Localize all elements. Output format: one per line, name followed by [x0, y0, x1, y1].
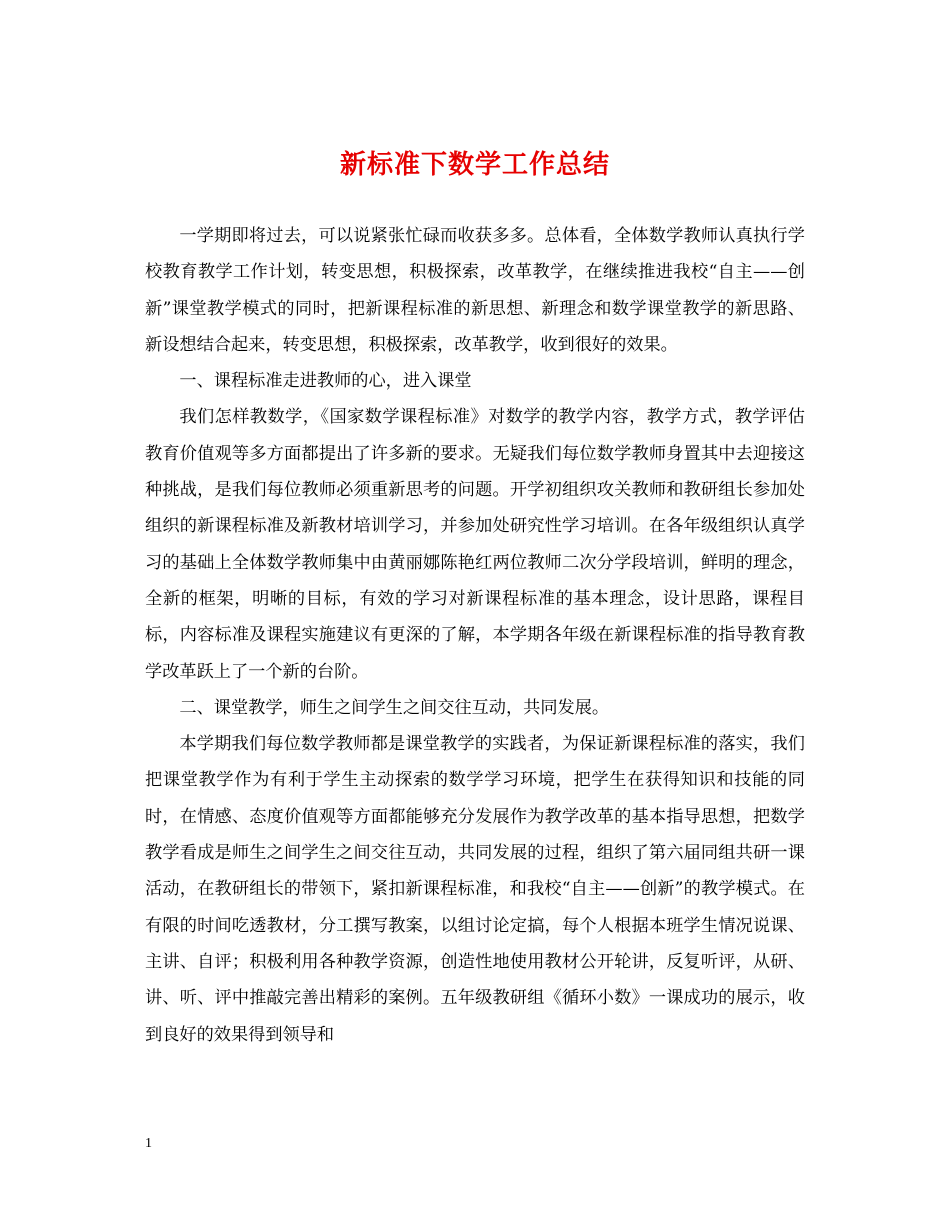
- paragraph-section-2: 本学期我们每位数学教师都是课堂教学的实践者，为保证新课程标准的落实，我们把课堂教学作为有利于学生主动探索的数学学习环境，把学生在获得知识和技能的同时，在情感、态度价值观等方面都能够充分发展作为教学改革的基本指导思想，把数学教学看成是师生之间学生之间交往互动，共同发展的过程，组织了第六届同组共研一课活动，在教研组长的带领下，紧扣新课程标准，和我校“自主——创新”的教学模式。在有限的时间吃透教材，分工撰写教案，以组讨论定搞，每个人根据本班学生情况说课、主讲、自评；积极利用各种教学资源，创造性地使用教材公开轮讲，反复听评，从研、讲、听、评中推敲完善出精彩的案例。五年级教研组《循环小数》一课成功的展示，收到良好的效果得到领导和: [145, 734, 805, 1045]
- section-heading-2: 二、课堂教学，师生之间学生之间交往互动，共同发展。: [179, 697, 610, 718]
- paragraph-intro: 一学期即将过去，可以说紧张忙碌而收获多多。总体看，全体数学教师认真执行学校教育教学工作计划，转变思想，积极探索，改革教学，在继续推进我校“自主——创新”课堂教学模式的同时，把新课程标准的新思想、新理念和数学课堂教学的新思路、新设想结合起来，转变思想，积极探索，改革教学，收到很好的效果。: [145, 226, 805, 355]
- section-heading-1: 一、课程标准走进教师的心，进入课堂: [179, 371, 472, 392]
- paragraph-section-1: 我们怎样教数学，《国家数学课程标准》对数学的教学内容，教学方式，教学评估教育价值观等多方面都提出了许多新的要求。无疑我们每位数学教师身置其中去迎接这种挑战，是我们每位教师必须重新思考的问题。开学初组织攻关教师和教研组长参加处组织的新课程标准及新教材培训学习，并参加处研究性学习培训。在各年级组织认真学习的基础上全体数学教师集中由黄丽娜陈艳红两位教师二次分学段培训，鲜明的理念，全新的框架，明晰的目标，有效的学习对新课程标准的基本理念，设计思路，课程目标，内容标准及课程实施建议有更深的了解，本学期各年级在新课程标准的指导教育教学改革跃上了一个新的台阶。: [145, 407, 805, 682]
- document-body: [145, 218, 805, 1053]
- page-number: 1: [145, 1136, 152, 1151]
- document-title: 新标准下数学工作总结: [339, 150, 610, 180]
